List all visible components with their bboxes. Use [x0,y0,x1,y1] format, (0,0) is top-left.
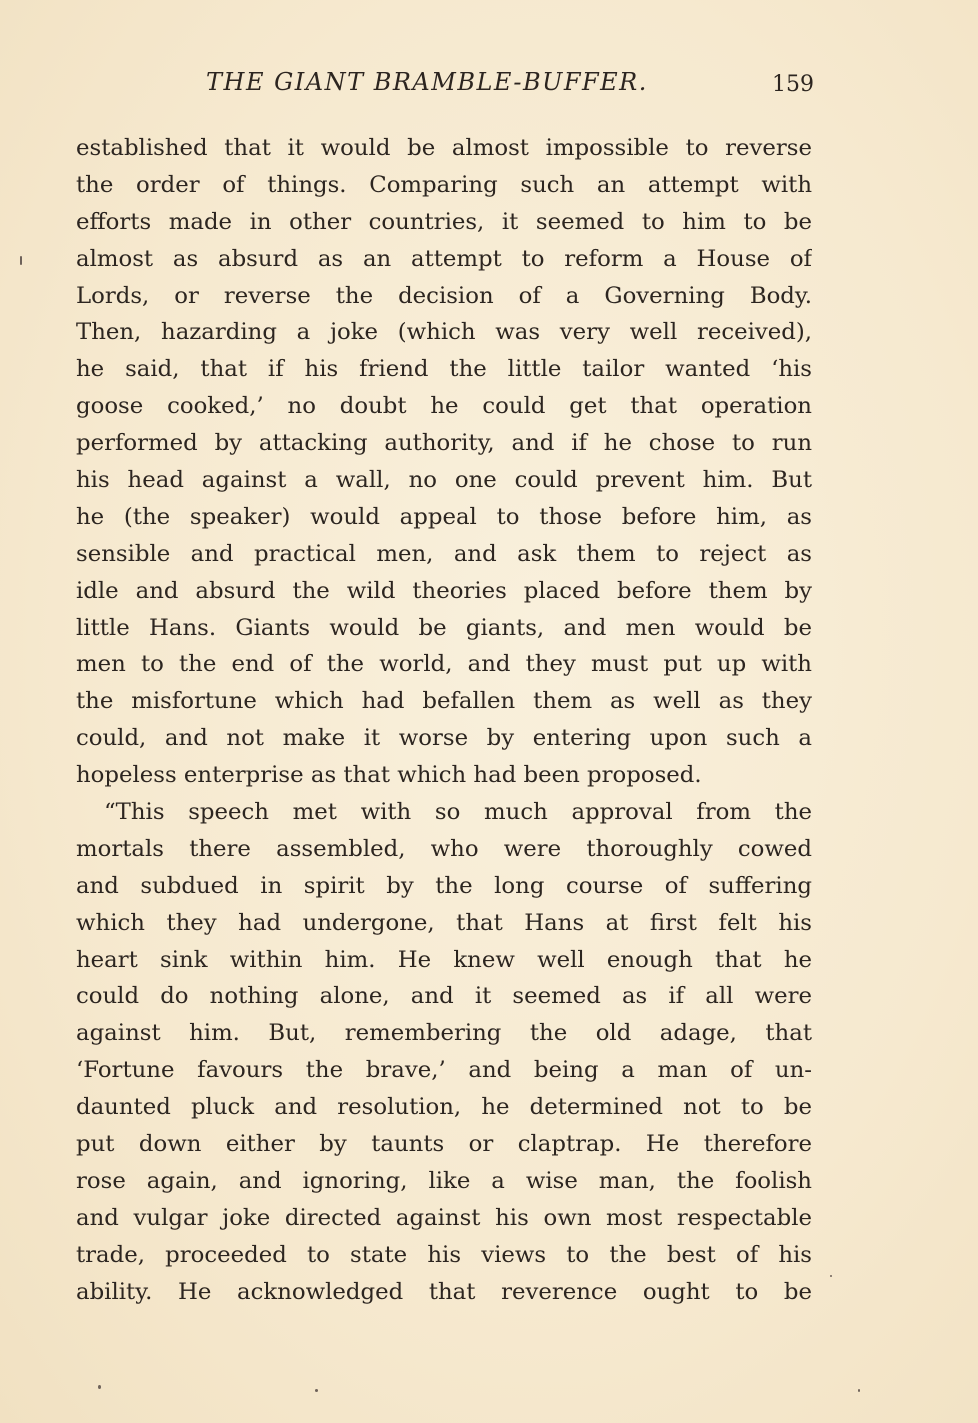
ink-speck [98,1385,101,1389]
ink-speck [830,1275,832,1277]
text-line: men to the end of the world, and they must put up with [76,651,812,678]
paragraph-end-line: hopeless enterprise as that which had been proposed. [76,762,702,789]
ink-speck [20,256,22,265]
text-line: trade, proceeded to state his views to the best of his [76,1241,812,1268]
text-line: could, and not make it worse by entering upon such a [76,725,812,752]
body-text [76,130,812,1311]
page-header [76,68,814,108]
text-line: which they had undergone, that Hans at first felt his [76,909,812,936]
text-line: sensible and practical men, and ask them to reject as [76,540,812,567]
text-line: little Hans. Giants would be giants, and men would be [76,614,812,641]
text-line: the order of things. Comparing such an attempt with [76,171,812,198]
text-line: efforts made in other countries, it seemed to him to be [76,208,812,235]
text-line: the misfortune which had befallen them as well as they [76,688,812,715]
text-line: goose cooked,’ no doubt he could get that operation [76,393,812,420]
text-line: could do nothing alone, and it seemed as if all were [76,983,812,1010]
text-line: ability. He acknowledged that reverence ought to be [76,1278,812,1305]
text-line: established that it would be almost impossible to reverse [76,135,812,161]
text-line: daunted pluck and resolution, he determined not to be [76,1094,812,1121]
text-line: almost as absurd as an attempt to reform a House of [76,245,812,272]
text-line: idle and absurd the wild theories placed before them by [76,577,812,604]
text-line: ‘Fortune favours the brave,’ and being a man of un- [76,1057,812,1084]
ink-speck [858,1389,860,1392]
ink-speck [315,1389,318,1392]
text-line: heart sink within him. He knew well enough that he [76,946,812,973]
paragraph-start-line: “This speech met with so much approval from the [104,799,812,826]
text-line: performed by attacking authority, and if he chose to run [76,430,812,457]
text-line: he (the speaker) would appeal to those before him, as [76,503,812,530]
text-line: his head against a wall, no one could prevent him. But [76,467,812,494]
text-line: Then, hazarding a joke (which was very well received), [76,319,812,346]
text-line: he said, that if his friend the little tailor wanted ‘his [76,356,812,383]
text-line: and subdued in spirit by the long course of suffering [76,872,812,899]
text-line: against him. But, remembering the old adage, that [76,1020,812,1047]
running-title: THE GIANT BRAMBLE-BUFFER. [206,68,648,96]
text-line: put down either by taunts or claptrap. He therefore [76,1131,812,1158]
page-number: 159 [772,72,814,97]
text-line: mortals there assembled, who were thoroughly cowed [76,835,812,862]
text-line: rose again, and ignoring, like a wise man, the foolish [76,1167,812,1194]
text-line: and vulgar joke directed against his own most respectable [76,1204,812,1231]
text-line: Lords, or reverse the decision of a Governing Body. [76,282,812,309]
